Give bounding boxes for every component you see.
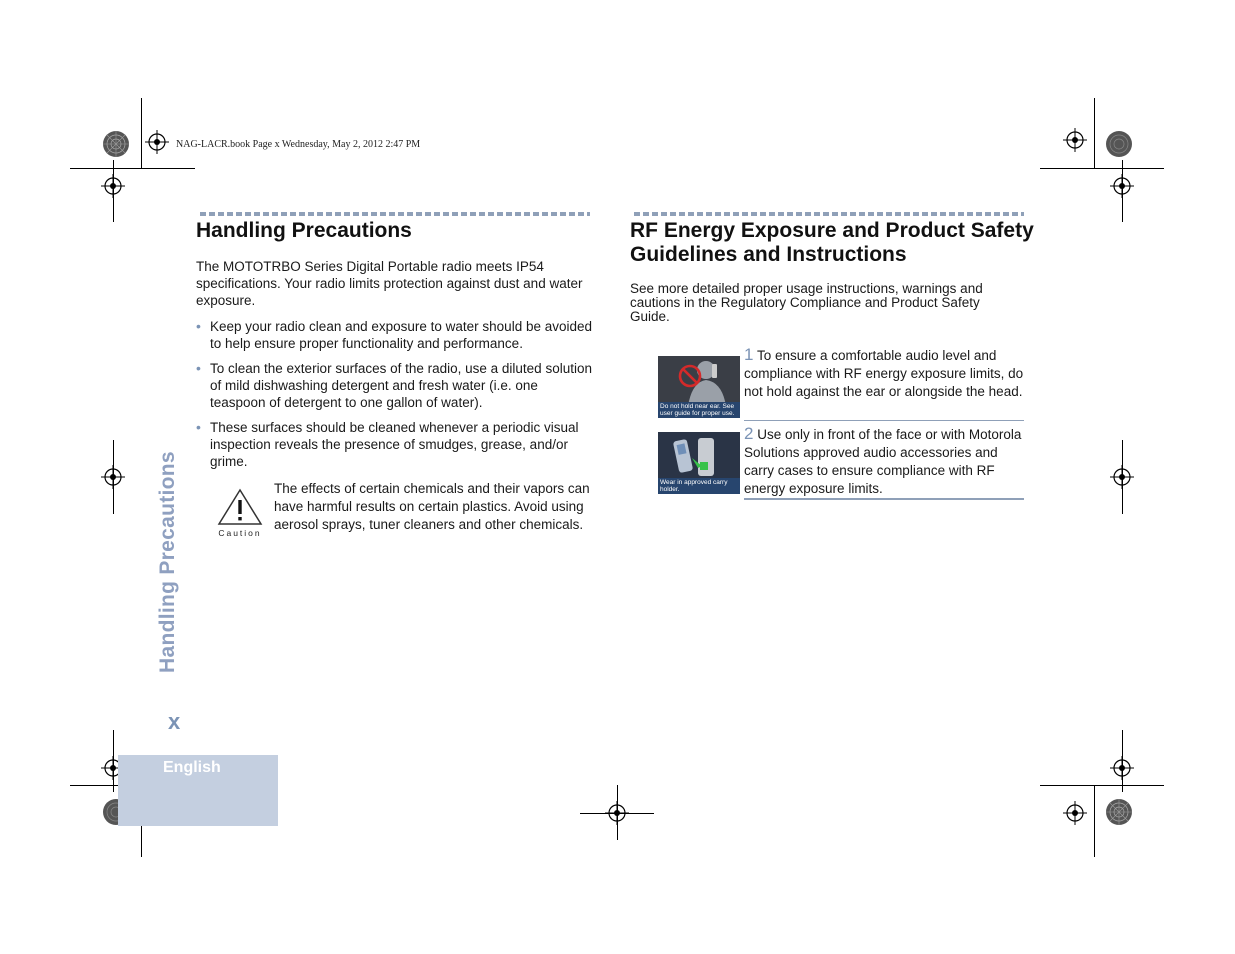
rf-intro: See more detailed proper usage instructions, warnings and cautions in the Regulatory Compliance and Product Safety Guide. xyxy=(630,281,983,324)
section-divider xyxy=(634,212,1024,216)
rf-image-carry-holder xyxy=(658,432,740,494)
item-text: Use only in front of the face or with Motorola Solutions approved audio accessories and carry cases to ensure compliance with RF energy exposure limits. xyxy=(744,427,1022,496)
item-number: 1 xyxy=(744,345,754,364)
registration-target-icon xyxy=(1110,756,1134,780)
list-item: • These surfaces should be cleaned whenever a periodic visual inspection reveals the presence of smudges, grease, and/or grime. xyxy=(196,419,596,470)
item-number: 2 xyxy=(744,424,754,443)
registration-target-icon xyxy=(1063,801,1087,825)
rf-item-2 xyxy=(744,425,1024,498)
section-title-rf-energy: RF Energy Exposure and Product Safety Guidelines and Instructions xyxy=(630,219,1034,266)
side-section-label: Handling Precautions xyxy=(156,451,179,673)
image-caption: Do not hold near ear. See user guide for proper use. xyxy=(658,402,740,418)
caution-text: The effects of certain chemicals and their vapors can have harmful results on certain plastics. Avoid using aerosol sprays, tuner cleaners and other chemicals. xyxy=(274,481,590,532)
row-divider xyxy=(744,498,1024,500)
rf-image-do-not-hold xyxy=(658,356,740,418)
radio-holster-icon xyxy=(658,432,740,480)
list-item: • Keep your radio clean and exposure to water should be avoided to help ensure proper functionality and performance. xyxy=(196,318,596,352)
registration-target-icon xyxy=(145,130,169,154)
page-number: x xyxy=(168,709,181,734)
list-item: • To clean the exterior surfaces of the radio, use a diluted solution of mild dishwashing detergent and fresh water (i.e. one teaspoon of detergent to one gallon of water). xyxy=(196,360,596,411)
handling-intro: The MOTOTRBO Series Digital Portable radio meets IP54 specifications. Your radio limits protection against dust and water exposure. xyxy=(196,259,583,308)
row-divider xyxy=(744,420,1024,421)
starburst-mark-icon xyxy=(102,130,130,158)
language-label: English xyxy=(163,759,221,776)
handling-bullet-list xyxy=(196,318,596,478)
print-header: NAG-LACR.book Page x Wednesday, May 2, 2012 2:47 PM xyxy=(176,139,421,150)
registration-target-icon xyxy=(1110,465,1134,489)
image-caption: Wear in approved carry holder. xyxy=(658,478,740,494)
registration-target-icon xyxy=(1063,128,1087,152)
item-text: To ensure a comfortable audio level and compliance with RF energy exposure limits, do not hold against the ear or alongside the head. xyxy=(744,348,1024,399)
registration-target-icon xyxy=(101,174,125,198)
registration-target-icon xyxy=(101,465,125,489)
registration-target-icon xyxy=(605,801,629,825)
starburst-mark-icon xyxy=(1105,798,1133,826)
caution-badge xyxy=(210,488,270,538)
section-title-handling: Handling Precautions xyxy=(196,219,412,242)
caution-triangle-icon xyxy=(217,488,263,526)
caution-label: Caution xyxy=(218,528,262,538)
section-divider xyxy=(200,212,590,216)
rf-item-1 xyxy=(744,346,1024,401)
no-symbol-icon xyxy=(678,364,702,388)
starburst-mark-icon xyxy=(1105,130,1133,158)
registration-target-icon xyxy=(1110,174,1134,198)
